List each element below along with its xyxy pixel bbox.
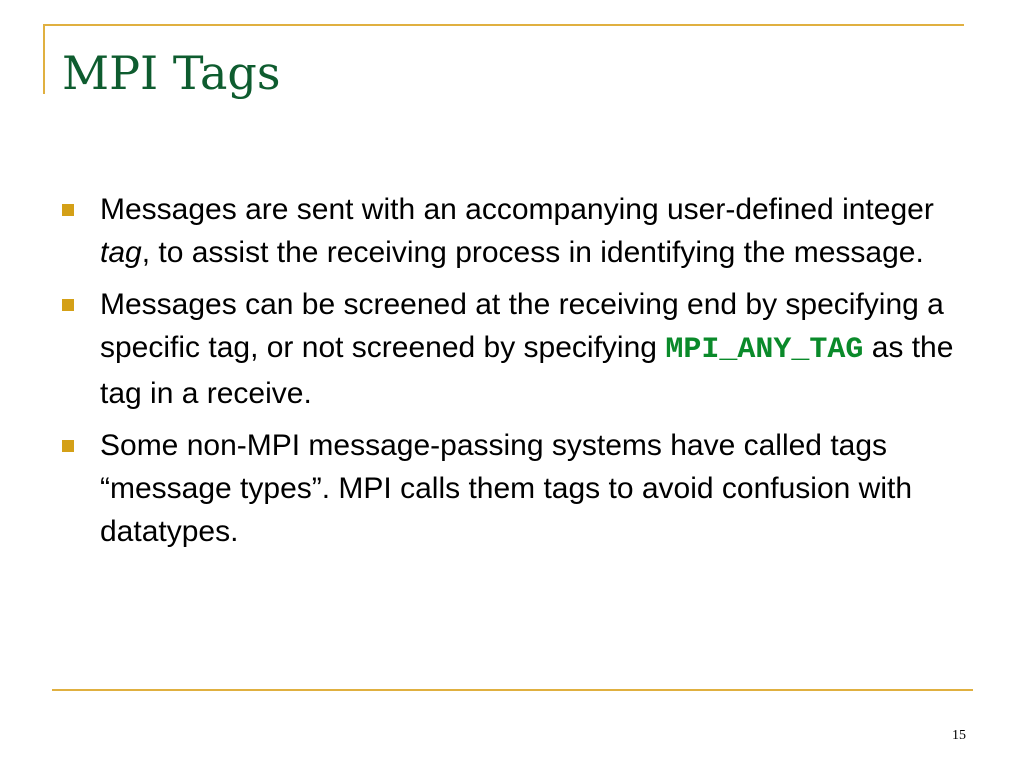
square-bullet-icon	[62, 440, 74, 452]
bullet-item-message-screening	[62, 283, 962, 415]
bullet-text-after-code: as the tag in a receive.	[100, 331, 954, 410]
top-accent-line	[43, 24, 964, 26]
square-bullet-icon	[62, 299, 74, 311]
slide-title: MPI Tags	[62, 46, 281, 100]
square-bullet-icon	[62, 204, 74, 216]
bullet-text-message-types: Some non-MPI message-passing systems have called tags “message types”. MPI calls them tags to avoid confusion with datatypes.	[100, 429, 913, 548]
page-number: 15	[952, 728, 966, 743]
bullet-text-after-tag: , to assist the receiving process in identifying the message.	[141, 236, 924, 269]
bullet-list	[62, 188, 962, 562]
mpi-any-tag-code: MPI_ANY_TAG	[665, 333, 864, 367]
left-accent-line	[43, 24, 45, 94]
bullet-text-before-tag: Messages are sent with an accompanying user-defined integer	[100, 193, 934, 226]
bottom-accent-line	[52, 689, 973, 691]
bullet-item-message-types	[62, 424, 962, 553]
bullet-item-tags-definition	[62, 188, 962, 274]
bullet-text-before-code: Messages can be screened at the receiving end by specifying a specific tag, or not screened by specifying	[100, 288, 944, 364]
tag-emphasis: tag	[100, 236, 142, 269]
